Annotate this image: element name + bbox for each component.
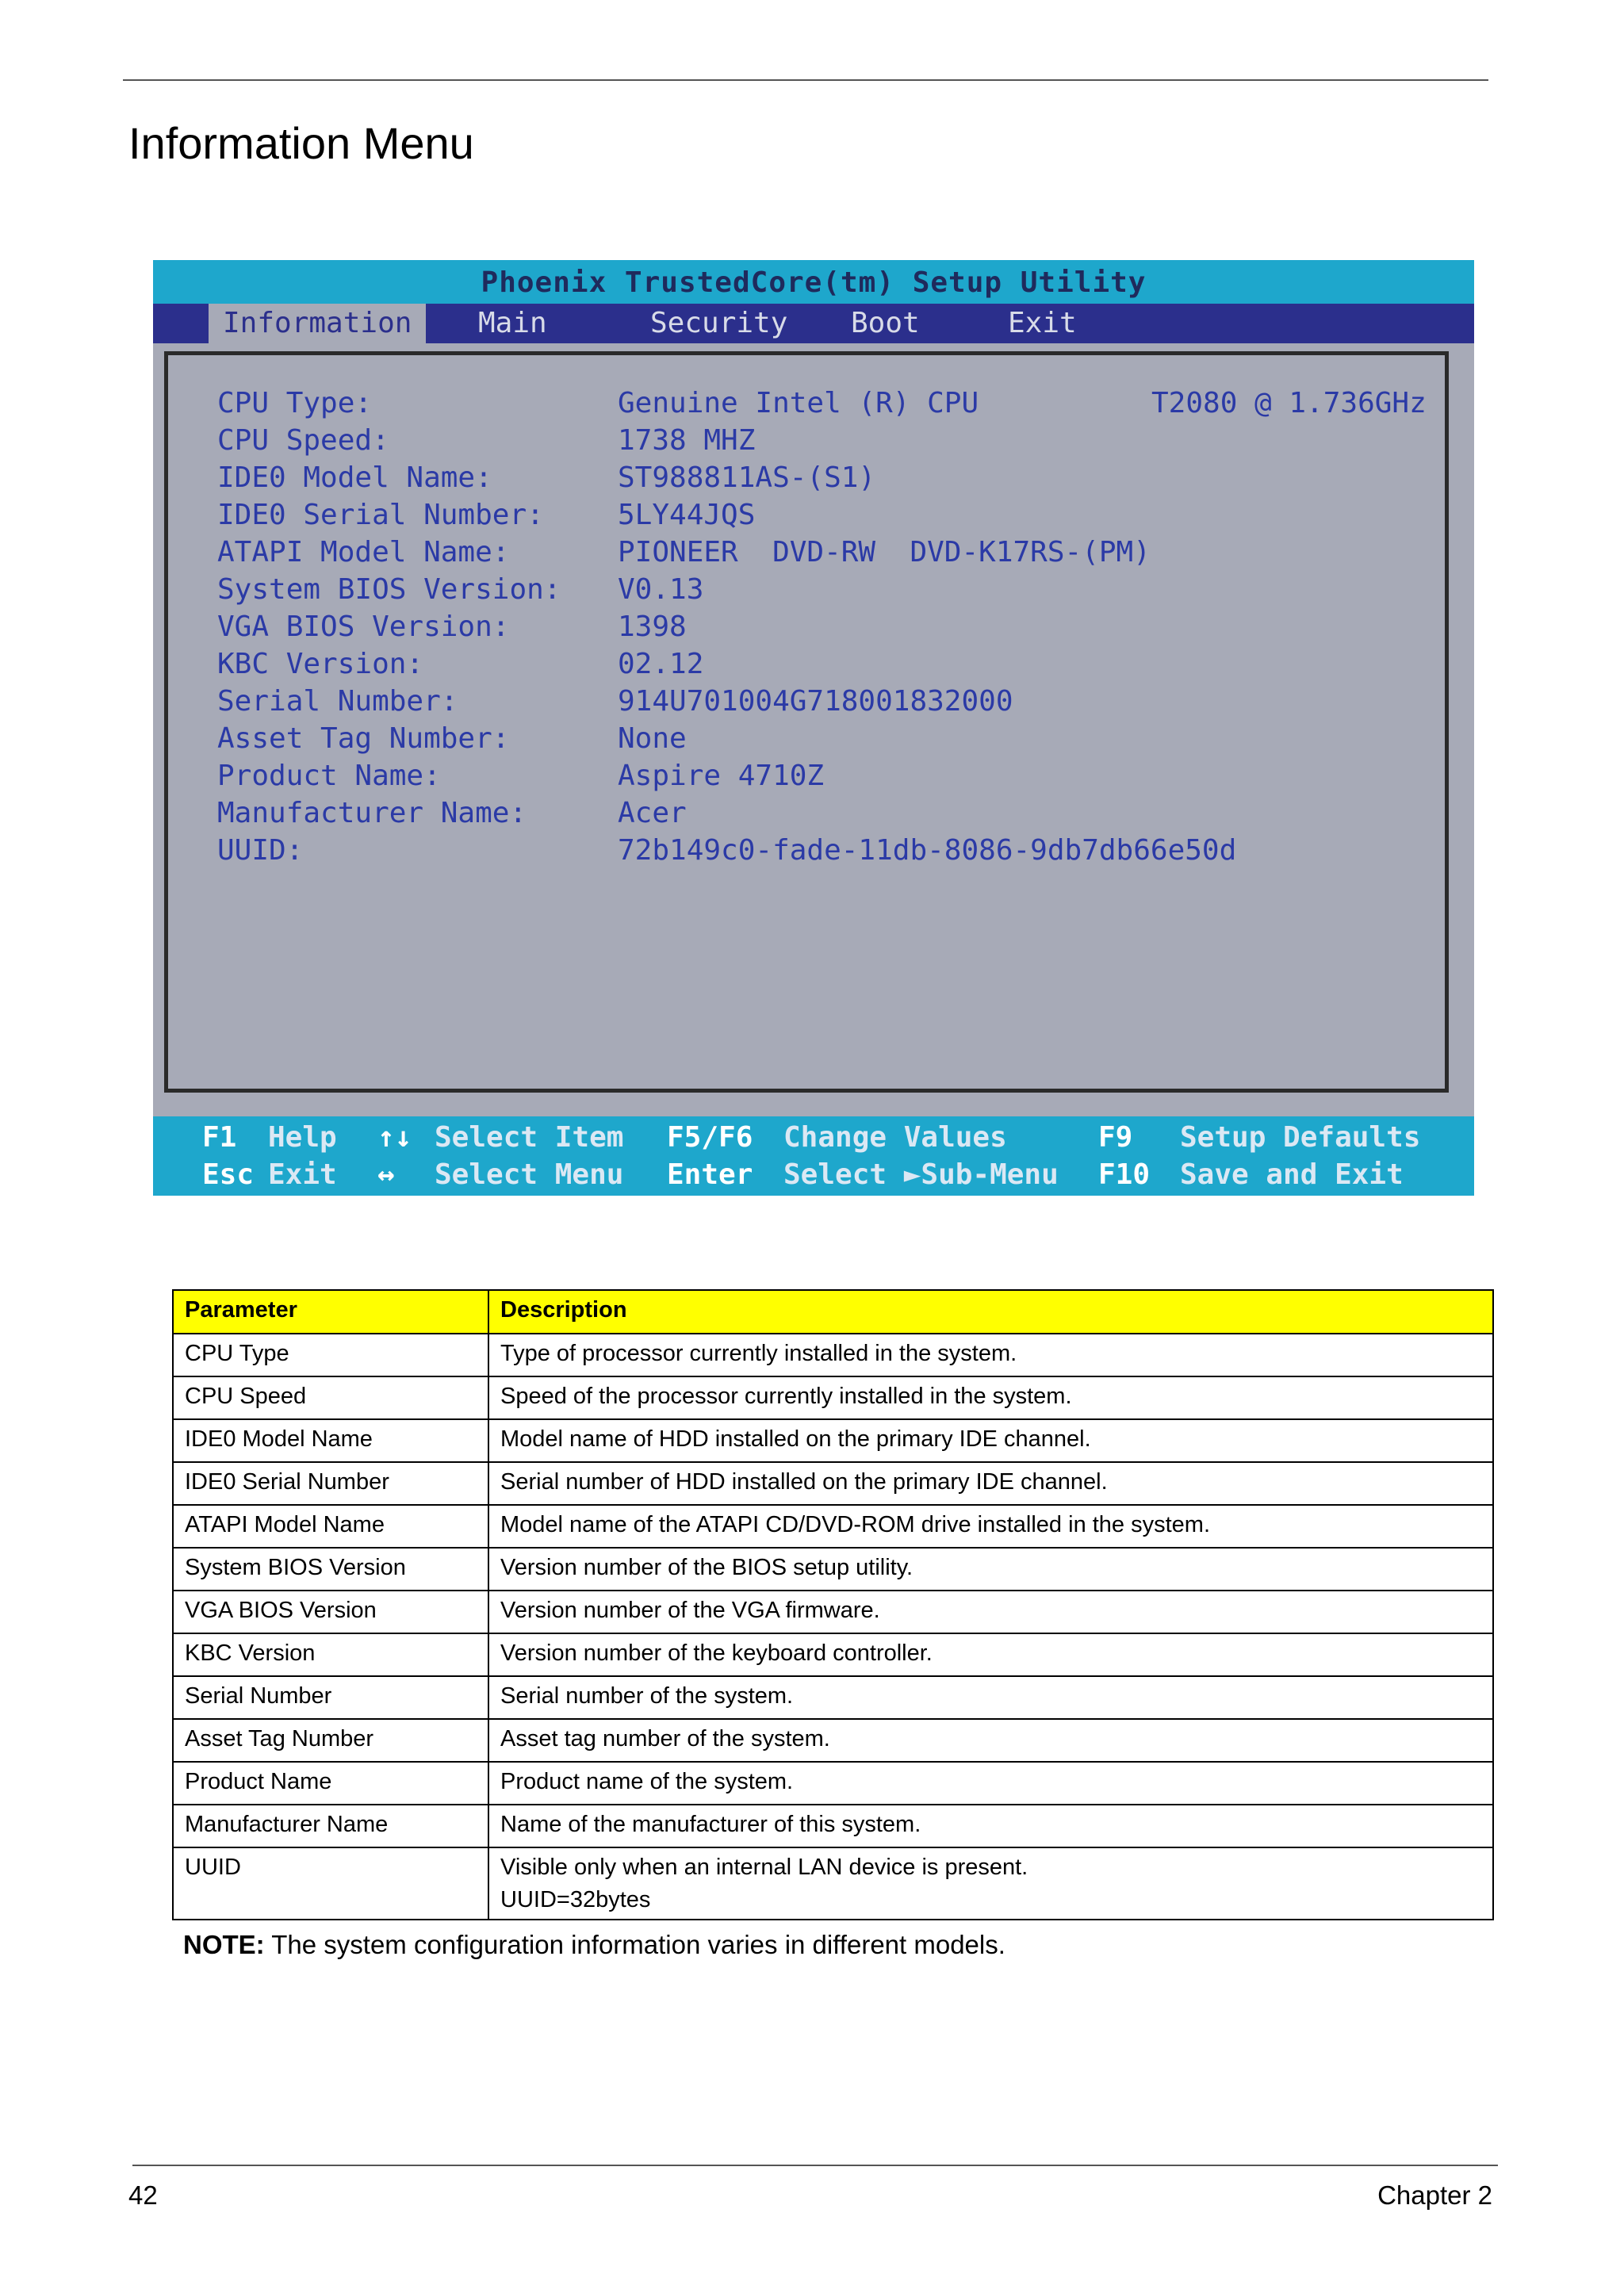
arrow-up-down-icon: ↑↓ — [377, 1121, 412, 1154]
bios-menubar — [153, 304, 1474, 343]
desc-cell: Version number of the BIOS setup utility. — [488, 1548, 1493, 1591]
table-row — [173, 1805, 1493, 1847]
bios-value: 02.12 — [618, 648, 704, 680]
bios-row-system-bios — [168, 573, 1445, 610]
page-number: 42 — [128, 2180, 158, 2210]
key-f5f6-desc: Change Values — [783, 1121, 1007, 1154]
key-f10: F10 — [1098, 1158, 1151, 1191]
bios-screenshot — [153, 260, 1474, 1196]
bios-label: CPU Type: — [217, 387, 373, 419]
table-header-row — [173, 1290, 1493, 1334]
bios-row-uuid — [168, 834, 1445, 871]
bios-value: 914U701004G718001832000 — [618, 685, 1013, 718]
table-row-uuid — [173, 1847, 1493, 1920]
bios-row-manufacturer — [168, 797, 1445, 833]
param-cell: Serial Number — [173, 1676, 488, 1719]
param-cell: System BIOS Version — [173, 1548, 488, 1591]
note-text: The system configuration information varies in different models. — [264, 1930, 1005, 1959]
desc-cell: Speed of the processor currently installed in the system. — [488, 1376, 1493, 1419]
param-cell: UUID — [173, 1847, 488, 1920]
table-row — [173, 1633, 1493, 1676]
bios-label: KBC Version: — [217, 648, 424, 680]
bios-tab-boot[interactable]: Boot — [851, 307, 920, 339]
bios-row-cpu-type — [168, 387, 1445, 423]
bios-label: System BIOS Version: — [217, 573, 561, 606]
param-cell: KBC Version — [173, 1633, 488, 1676]
desc-cell: Type of processor currently installed in the system. — [488, 1334, 1493, 1376]
desc-line: Visible only when an internal LAN device is present. — [500, 1855, 1028, 1880]
desc-cell: Version number of the keyboard controller. — [488, 1633, 1493, 1676]
bios-label: IDE0 Model Name: — [217, 461, 492, 494]
key-esc: Esc — [202, 1158, 255, 1191]
bios-label: Product Name: — [217, 760, 441, 792]
parameter-table — [172, 1289, 1494, 1920]
param-cell: Manufacturer Name — [173, 1805, 488, 1847]
header-description: Description — [488, 1290, 1493, 1334]
bios-value: Aspire 4710Z — [618, 760, 825, 792]
key-f10-desc: Save and Exit — [1180, 1158, 1404, 1191]
key-enter-desc: Select ►Sub-Menu — [783, 1158, 1059, 1191]
key-f1: F1 — [202, 1121, 237, 1154]
table-row — [173, 1762, 1493, 1805]
bios-value-frequency: T2080 @ 1.736GHz — [1151, 387, 1427, 419]
bios-row-ide0-serial — [168, 499, 1445, 535]
key-lr-desc: Select Menu — [435, 1158, 624, 1191]
param-cell: ATAPI Model Name — [173, 1505, 488, 1548]
key-f1-desc: Help — [268, 1121, 337, 1154]
bios-title: Phoenix TrustedCore(tm) Setup Utility — [153, 260, 1474, 304]
bios-label: UUID: — [217, 834, 304, 867]
bios-help-footer — [153, 1116, 1474, 1196]
bios-row-vga-bios — [168, 611, 1445, 647]
bios-value: 72b149c0-fade-11db-8086-9db7db66e50d — [618, 834, 1237, 867]
param-cell: CPU Type — [173, 1334, 488, 1376]
bios-row-cpu-speed — [168, 424, 1445, 461]
param-cell: IDE0 Serial Number — [173, 1462, 488, 1505]
bios-row-ide0-model — [168, 461, 1445, 498]
note-label: NOTE: — [183, 1930, 265, 1959]
desc-cell: Asset tag number of the system. — [488, 1719, 1493, 1762]
bios-value: None — [618, 722, 687, 755]
bios-value: 5LY44JQS — [618, 499, 756, 531]
param-cell: Product Name — [173, 1762, 488, 1805]
bios-value: V0.13 — [618, 573, 704, 606]
desc-cell: Serial number of HDD installed on the primary IDE channel. — [488, 1462, 1493, 1505]
param-cell: Asset Tag Number — [173, 1719, 488, 1762]
bios-label: CPU Speed: — [217, 424, 389, 457]
desc-cell: Product name of the system. — [488, 1762, 1493, 1805]
bottom-rule — [132, 2165, 1498, 2166]
key-esc-desc: Exit — [268, 1158, 337, 1191]
bios-label: Serial Number: — [217, 685, 458, 718]
bios-tab-security[interactable]: Security — [650, 307, 788, 339]
bios-label: ATAPI Model Name: — [217, 536, 510, 568]
page-title: Information Menu — [128, 118, 474, 168]
bios-row-product-name — [168, 760, 1445, 796]
arrow-left-right-icon: ↔ — [377, 1158, 395, 1191]
table-row — [173, 1548, 1493, 1591]
key-f9-desc: Setup Defaults — [1180, 1121, 1421, 1154]
table-row — [173, 1376, 1493, 1419]
bios-tab-information[interactable]: Information — [209, 304, 426, 343]
table-row — [173, 1505, 1493, 1548]
bios-info-panel — [164, 351, 1449, 1093]
desc-cell: Version number of the VGA firmware. — [488, 1591, 1493, 1633]
desc-cell — [488, 1847, 1493, 1920]
key-arrows-desc: Select Item — [435, 1121, 624, 1154]
table-row — [173, 1591, 1493, 1633]
key-f9: F9 — [1098, 1121, 1133, 1154]
param-cell: CPU Speed — [173, 1376, 488, 1419]
bios-label: Manufacturer Name: — [217, 797, 527, 829]
bios-value: 1738 MHZ — [618, 424, 756, 457]
bios-row-asset-tag — [168, 722, 1445, 759]
header-parameter: Parameter — [173, 1290, 488, 1334]
table-row — [173, 1419, 1493, 1462]
bios-value: Genuine Intel (R) CPU — [618, 387, 979, 419]
top-rule — [123, 79, 1488, 81]
param-cell: IDE0 Model Name — [173, 1419, 488, 1462]
bios-value: PIONEER DVD-RW DVD-K17RS-(PM) — [618, 536, 1151, 568]
key-f5f6: F5/F6 — [667, 1121, 753, 1154]
bios-label: Asset Tag Number: — [217, 722, 510, 755]
key-enter: Enter — [667, 1158, 753, 1191]
bios-value: 1398 — [618, 611, 687, 643]
note — [183, 1930, 1005, 1960]
desc-cell: Model name of the ATAPI CD/DVD-ROM drive installed in the system. — [488, 1505, 1493, 1548]
bios-label: VGA BIOS Version: — [217, 611, 510, 643]
desc-line: UUID=32bytes — [500, 1887, 651, 1912]
chapter-label: Chapter 2 — [1377, 2180, 1492, 2210]
bios-label: IDE0 Serial Number: — [217, 499, 544, 531]
table-row — [173, 1462, 1493, 1505]
param-cell: VGA BIOS Version — [173, 1591, 488, 1633]
bios-row-atapi-model — [168, 536, 1445, 572]
bios-value: ST988811AS-(S1) — [618, 461, 876, 494]
bios-row-serial-number — [168, 685, 1445, 722]
table-row — [173, 1719, 1493, 1762]
desc-cell: Model name of HDD installed on the primary IDE channel. — [488, 1419, 1493, 1462]
bios-value: Acer — [618, 797, 687, 829]
desc-cell: Name of the manufacturer of this system. — [488, 1805, 1493, 1847]
table-row — [173, 1676, 1493, 1719]
bios-tab-main[interactable]: Main — [478, 307, 547, 339]
bios-tab-exit[interactable]: Exit — [1008, 307, 1077, 339]
table-row — [173, 1334, 1493, 1376]
desc-cell: Serial number of the system. — [488, 1676, 1493, 1719]
bios-row-kbc-version — [168, 648, 1445, 684]
